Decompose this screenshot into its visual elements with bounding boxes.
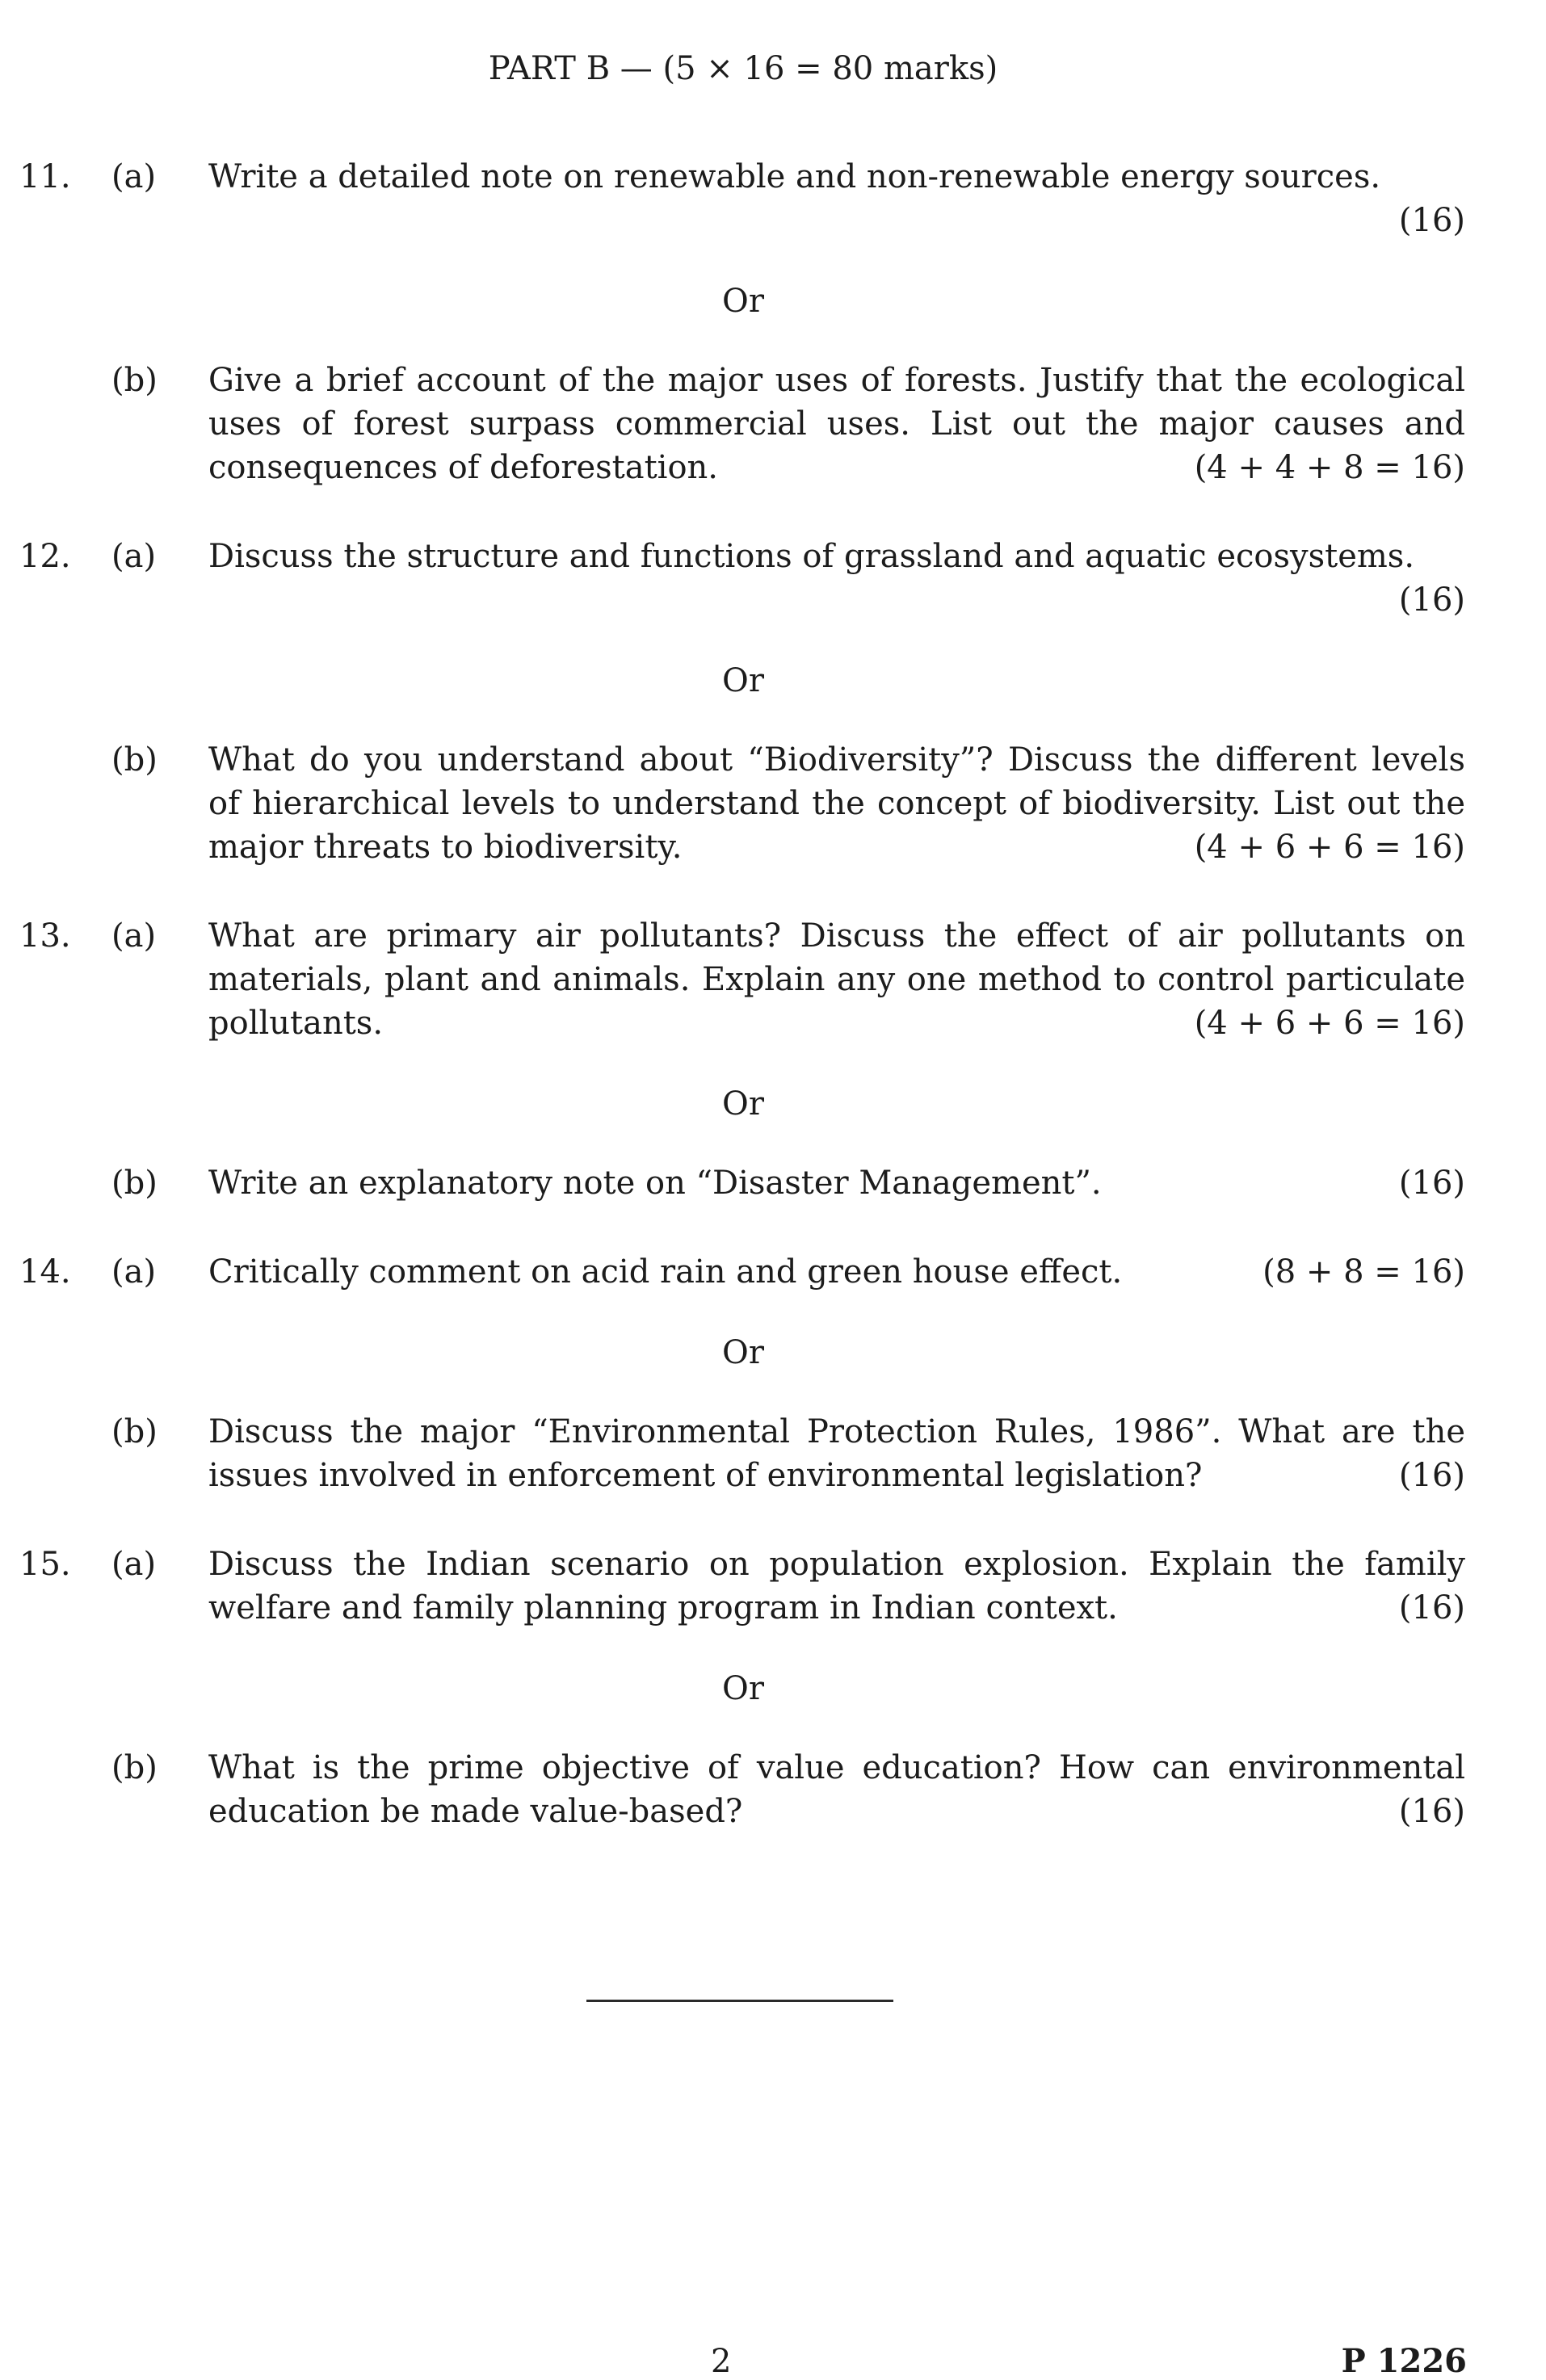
part-label: (a) <box>111 1546 157 1583</box>
question-text <box>208 1746 1465 1833</box>
part-label: (a) <box>111 917 157 955</box>
question-number: 11. <box>19 158 71 195</box>
question-text <box>208 1161 1465 1205</box>
question-11 <box>0 155 1546 489</box>
question-15 <box>0 1543 1546 1833</box>
page-title: PART B — (5 × 16 = 80 marks) <box>488 50 998 87</box>
question-text-body: Write an explanatory note on “Disaster Management”. <box>208 1165 1102 1202</box>
question-14 <box>0 1250 1546 1497</box>
marks: (16) <box>1398 1165 1465 1202</box>
part-label: (a) <box>111 158 157 195</box>
or-separator: Or <box>722 1085 764 1123</box>
part-label: (a) <box>111 538 157 575</box>
end-divider <box>586 2000 893 2002</box>
part-label: (b) <box>111 1413 158 1450</box>
question-12-part-b <box>0 738 1546 869</box>
marks: (16) <box>1398 581 1465 619</box>
paper-code: P 1226 <box>1341 2342 1467 2380</box>
marks: (8 + 8 = 16) <box>1262 1253 1465 1291</box>
question-text-body: Critically comment on acid rain and green house effect. <box>208 1253 1123 1291</box>
question-text: Discuss the structure and functions of grassland and aquatic ecosystems. <box>208 538 1415 575</box>
question-15-part-a <box>0 1543 1546 1630</box>
marks: (16) <box>1398 1457 1465 1494</box>
question-text-body: Discuss the Indian scenario on population explosion. Explain the family welfare and family planning program in Indian context. <box>208 1546 1465 1627</box>
question-12 <box>0 535 1546 869</box>
or-separator: Or <box>722 1670 764 1707</box>
question-15-part-b <box>0 1746 1546 1833</box>
part-label: (b) <box>111 1749 158 1786</box>
part-label: (a) <box>111 1253 157 1291</box>
question-14-part-a <box>0 1250 1546 1294</box>
question-number: 15. <box>19 1546 71 1583</box>
marks: (16) <box>1398 202 1465 239</box>
question-text: Write a detailed note on renewable and non-renewable energy sources. <box>208 158 1381 195</box>
question-11-part-a <box>0 155 1546 242</box>
part-label: (b) <box>111 741 158 779</box>
question-11-part-b <box>0 359 1546 489</box>
or-separator: Or <box>722 1334 764 1371</box>
question-number: 14. <box>19 1253 71 1291</box>
question-text-body: Give a brief account of the major uses of forests. Justify that the ecological uses of forest surpass commercial uses. List out the major causes and consequences of deforestation. <box>208 362 1465 486</box>
question-text-body: What are primary air pollutants? Discuss the effect of air pollutants on materials, plant and animals. Explain any one method to control particulate pollutants. <box>208 917 1465 1042</box>
question-text <box>208 914 1465 1045</box>
question-text <box>208 1250 1465 1294</box>
question-text-body: What do you understand about “Biodiversity”? Discuss the different levels of hierarchical levels to understand the concept of biodiversity. List out the major threats to biodiversity. <box>208 741 1465 866</box>
question-text <box>208 738 1465 869</box>
part-label: (b) <box>111 362 158 399</box>
question-list <box>0 155 1546 1878</box>
marks: (16) <box>1398 1793 1465 1830</box>
question-number: 12. <box>19 538 71 575</box>
question-text <box>208 1543 1465 1630</box>
or-separator: Or <box>722 662 764 699</box>
page-number: 2 <box>711 2343 732 2380</box>
or-separator: Or <box>722 283 764 320</box>
marks: (16) <box>1398 1589 1465 1627</box>
marks: (4 + 6 + 6 = 16) <box>1194 829 1465 866</box>
question-12-part-a <box>0 535 1546 622</box>
question-13-part-b <box>0 1161 1546 1205</box>
question-text-body: What is the prime objective of value education? How can environmental education be made value-based? <box>208 1749 1465 1830</box>
marks: (4 + 4 + 8 = 16) <box>1194 449 1465 486</box>
question-text <box>208 1410 1465 1497</box>
question-text <box>208 359 1465 489</box>
part-label: (b) <box>111 1165 158 1202</box>
question-number: 13. <box>19 917 71 955</box>
question-13 <box>0 914 1546 1205</box>
question-text-body: Discuss the major “Environmental Protection Rules, 1986”. What are the issues involved in enforcement of environmental legislation? <box>208 1413 1465 1494</box>
question-14-part-b <box>0 1410 1546 1497</box>
marks: (4 + 6 + 6 = 16) <box>1194 1005 1465 1042</box>
question-13-part-a <box>0 914 1546 1045</box>
